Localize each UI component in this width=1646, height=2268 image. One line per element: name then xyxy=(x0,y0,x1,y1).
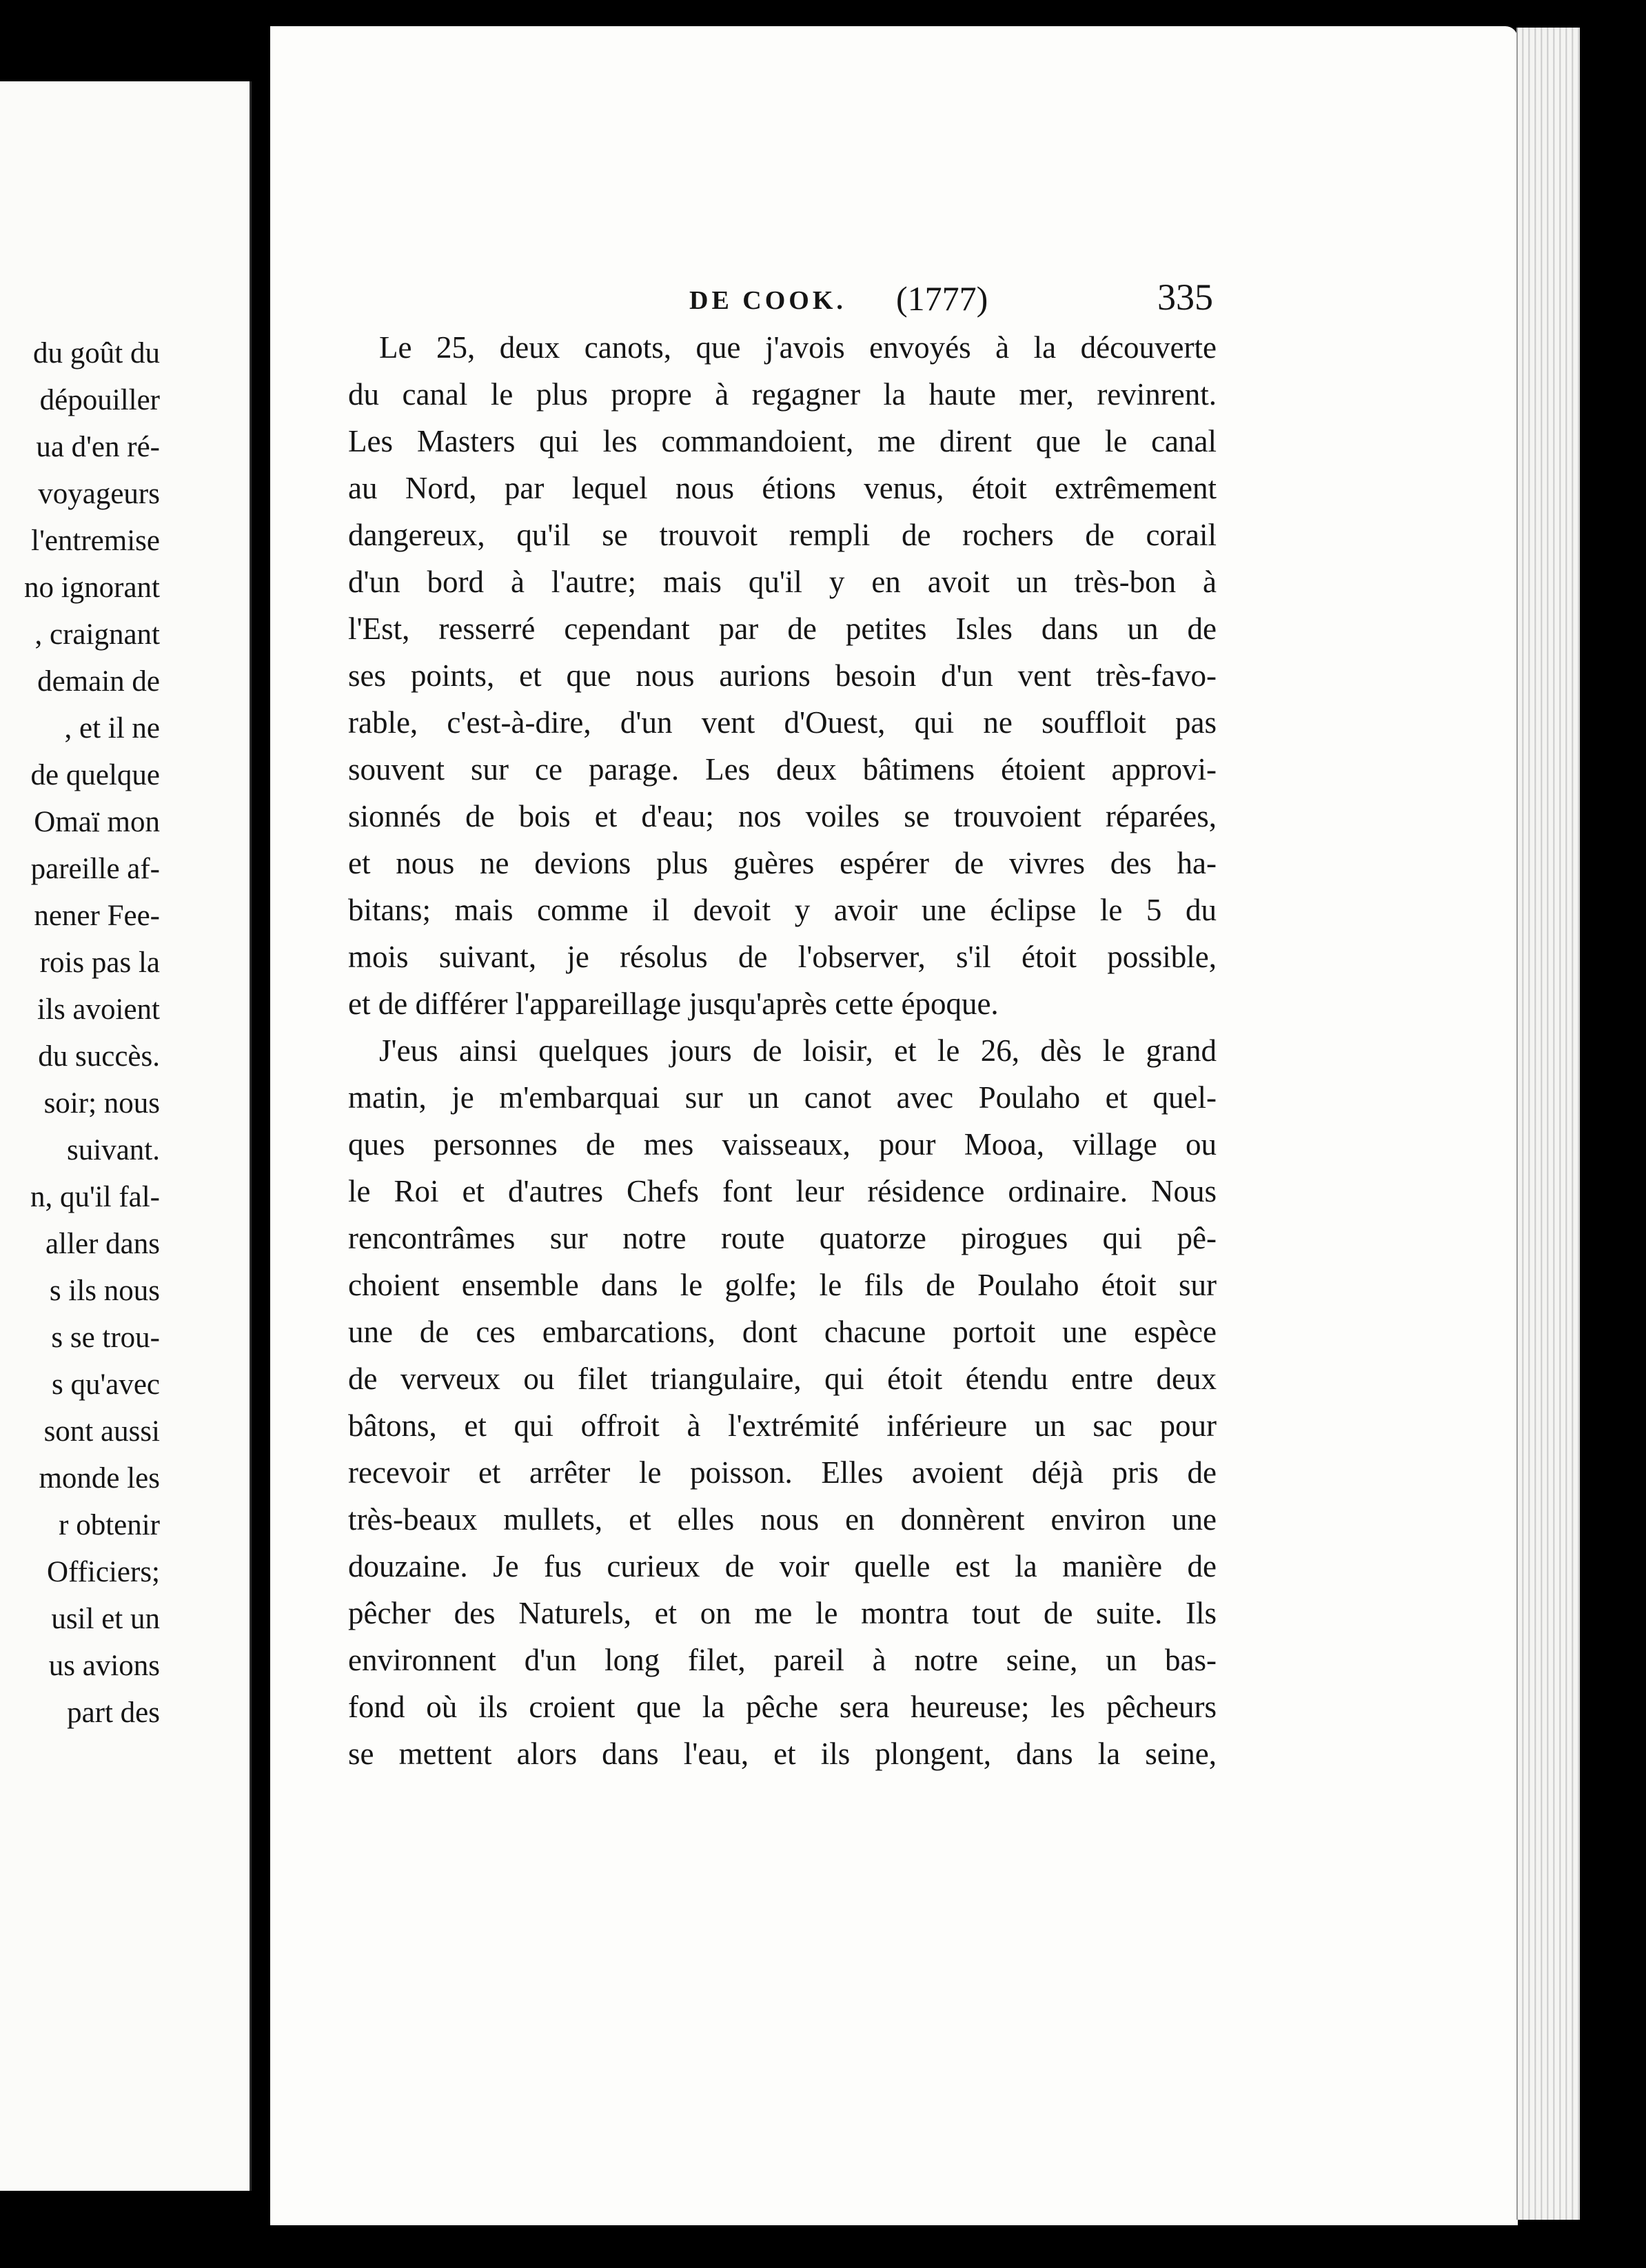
left-line: suivant. xyxy=(67,1134,160,1166)
left-line: sont aussi xyxy=(43,1415,160,1448)
text-line: J'eus ainsi quelques jours de loisir, et le 26, dès le grand xyxy=(379,1033,1217,1068)
text-line: d'un bord à l'autre; mais qu'il y en avoit un très-bon à xyxy=(348,565,1217,599)
text-line: et de différer l'appareillage jusqu'après cette époque. xyxy=(348,986,999,1021)
text-line: l'Est, resserré cependant par de petites Isles dans un de xyxy=(348,611,1217,646)
header-year: (1777) xyxy=(896,279,988,318)
text-line: rable, c'est-à-dire, d'un vent d'Ouest, qui ne souffloit pas xyxy=(348,705,1217,740)
text-line: choient ensemble dans le golfe; le fils de Poulaho étoit sur xyxy=(348,1268,1217,1302)
left-line: no ignorant xyxy=(23,571,160,604)
page-number: 335 xyxy=(1157,276,1213,318)
left-line: part des xyxy=(67,1697,160,1729)
book-gutter xyxy=(252,69,271,2206)
left-line: s se trou- xyxy=(51,1322,160,1354)
left-line: du goût du xyxy=(33,337,160,369)
left-line: monde les xyxy=(39,1462,160,1495)
left-line: n, qu'il fal- xyxy=(30,1181,160,1213)
left-line: r obtenir xyxy=(59,1509,160,1541)
left-line: rois pas la xyxy=(39,946,160,979)
left-line: , et il ne xyxy=(64,712,160,745)
running-title: DE COOK. xyxy=(689,286,846,315)
left-line: aller dans xyxy=(45,1228,160,1260)
text-line: sionnés de bois et d'eau; nos voiles se trouvoient réparées, xyxy=(348,799,1217,833)
left-line: usil et un xyxy=(51,1603,160,1635)
left-line: soir; nous xyxy=(43,1087,160,1120)
text-line: dangereux, qu'il se trouvoit rempli de rochers de corail xyxy=(348,518,1217,552)
text-line: mois suivant, je résolus de l'observer, s'il étoit possible, xyxy=(348,940,1217,974)
left-line: Omaï mon xyxy=(34,806,160,838)
text-line: de verveux ou filet triangulaire, qui étoit étendu entre deux xyxy=(348,1361,1217,1396)
text-line: bitans; mais comme il devoit y avoir une éclipse le 5 du xyxy=(348,893,1217,927)
text-line: du canal le plus propre à regagner la haute mer, revinrent. xyxy=(348,377,1217,412)
text-line: souvent sur ce parage. Les deux bâtimens étoient approvi- xyxy=(348,752,1217,787)
left-line: du succès. xyxy=(38,1040,160,1073)
left-line: voyageurs xyxy=(38,478,160,510)
text-line: Le 25, deux canots, que j'avois envoyés à la découverte xyxy=(379,330,1217,365)
body-text xyxy=(348,324,1217,1777)
text-line: au Nord, par lequel nous étions venus, étoit extrêmement xyxy=(348,471,1217,505)
left-line: us avions xyxy=(48,1650,160,1682)
text-line: environnent d'un long filet, pareil à notre seine, un bas- xyxy=(348,1643,1217,1677)
left-line: s ils nous xyxy=(49,1275,160,1307)
text-line: ques personnes de mes vaisseaux, pour Mooa, village ou xyxy=(348,1127,1217,1162)
text-line: recevoir et arrêter le poisson. Elles avoient déjà pris de xyxy=(348,1455,1217,1490)
text-line: Les Masters qui les commandoient, me dirent que le canal xyxy=(348,424,1217,458)
text-line: matin, je m'embarquai sur un canot avec Poulaho et quel- xyxy=(348,1080,1217,1115)
text-line: une de ces embarcations, dont chacune portoit une espèce xyxy=(348,1315,1217,1349)
left-line: dépouiller xyxy=(39,384,160,416)
left-page xyxy=(0,81,252,2191)
text-line: très-beaux mullets, et elles nous en donnèrent environ une xyxy=(348,1502,1217,1537)
left-line: l'entremise xyxy=(31,525,160,557)
left-line: nener Fee- xyxy=(34,900,160,932)
left-line: ua d'en ré- xyxy=(36,431,160,463)
text-line: fond où ils croient que la pêche sera heureuse; les pêcheurs xyxy=(348,1690,1217,1724)
left-line: , craignant xyxy=(34,618,160,651)
text-line: rencontrâmes sur notre route quatorze pirogues qui pê- xyxy=(348,1221,1217,1255)
left-line: de quelque xyxy=(30,759,160,791)
text-line: se mettent alors dans l'eau, et ils plongent, dans la seine, xyxy=(348,1737,1217,1771)
text-line: douzaine. Je fus curieux de voir quelle est la manière de xyxy=(348,1549,1217,1583)
left-line: Officiers; xyxy=(47,1556,160,1588)
text-line: ses points, et que nous aurions besoin d'un vent très-favo- xyxy=(348,658,1217,693)
page-header xyxy=(689,276,1213,324)
left-line: pareille af- xyxy=(30,853,160,885)
left-line: s qu'avec xyxy=(52,1368,160,1401)
text-line: bâtons, et qui offroit à l'extrémité inférieure un sac pour xyxy=(348,1408,1217,1443)
left-line: ils avoient xyxy=(37,993,160,1026)
page-edges xyxy=(1516,28,1580,2220)
left-line: demain de xyxy=(37,665,160,698)
text-line: le Roi et d'autres Chefs font leur résidence ordinaire. Nous xyxy=(348,1174,1217,1208)
text-line: pêcher des Naturels, et on me le montra tout de suite. Ils xyxy=(348,1596,1217,1630)
text-line: et nous ne devions plus guères espérer de vivres des ha- xyxy=(348,846,1217,880)
